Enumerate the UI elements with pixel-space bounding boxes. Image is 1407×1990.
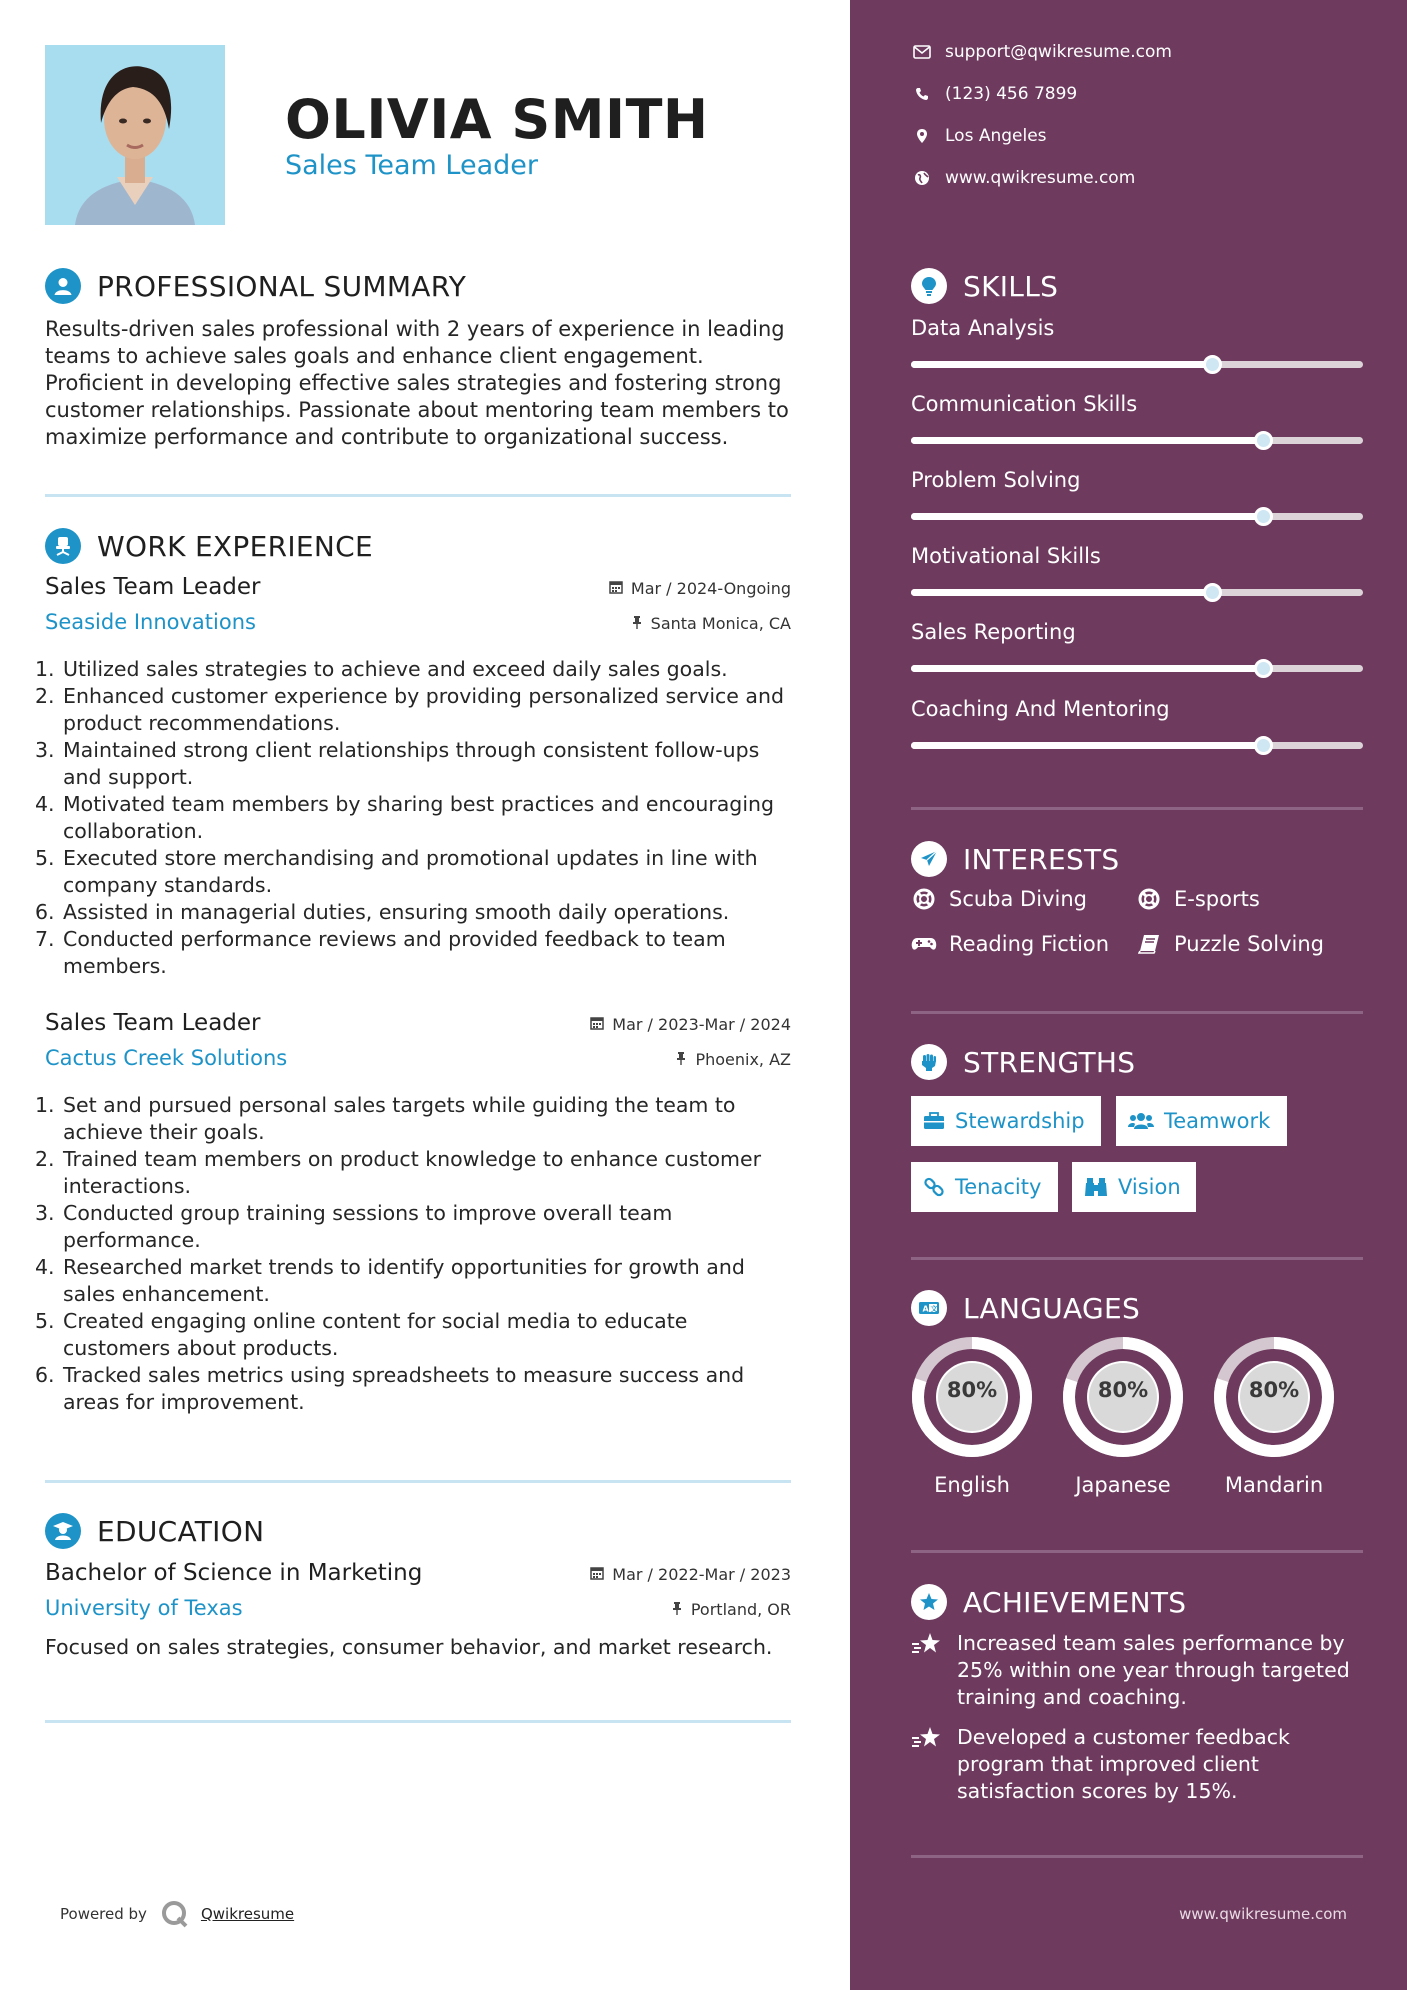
language-percent: 80% <box>946 1378 998 1402</box>
summary-heading <box>45 268 466 304</box>
office-chair-icon <box>45 528 81 564</box>
skill-item <box>911 620 1363 644</box>
language-name: Japanese <box>1075 1473 1171 1497</box>
job-entry <box>35 1010 791 1416</box>
strength-badge: Stewardship <box>911 1096 1101 1146</box>
strength-badge: Tenacity <box>911 1162 1058 1212</box>
list-item: 4. Researched market trends to identify opportunities for growth and sales enhancement. <box>35 1255 745 1306</box>
lifebuoy-icon <box>1136 888 1162 910</box>
skill-name: Coaching And Mentoring <box>911 697 1170 721</box>
strengths-heading <box>911 1044 1135 1080</box>
skill-bar <box>911 513 1363 520</box>
languages-title: LANGUAGES <box>963 1291 1141 1325</box>
list-item: 5. Created engaging online content for social media to educate customers about products. <box>35 1309 688 1360</box>
skill-level-handle <box>1254 736 1273 755</box>
skills-heading <box>911 268 1058 304</box>
experience-title: WORK EXPERIENCE <box>97 529 373 563</box>
list-item: 6. Tracked sales metrics using spreadsheets to measure success and areas for improvement. <box>35 1363 745 1414</box>
list-item: 1. Set and pursued personal sales targets while guiding the team to achieve their goals. <box>35 1093 736 1144</box>
link-icon <box>923 1176 945 1198</box>
strength-badge: Vision <box>1072 1162 1196 1212</box>
education-location: Portland, OR <box>671 1600 791 1619</box>
list-item: 6. Assisted in managerial duties, ensuring smooth daily operations. <box>35 900 730 924</box>
pin-icon <box>675 1050 687 1069</box>
users-icon <box>1128 1112 1154 1130</box>
summary-text: Results-driven sales professional with 2 years of experience in leading teams to achieve sales goals and enhance client engagement. Proficient in developing effective sales strategies and fostering strong customer relationships. Passionate about mentoring team members to maximize performance and contribute to organizational success. <box>45 317 789 449</box>
skill-item <box>911 468 1363 492</box>
skill-name: Communication Skills <box>911 392 1138 416</box>
job-company: Cactus Creek Solutions <box>45 1046 288 1070</box>
job-location: Santa Monica, CA <box>631 614 791 633</box>
lifebuoy-icon <box>911 888 937 910</box>
list-item: 2. Enhanced customer experience by providing personalized service and product recommendations. <box>35 684 784 735</box>
job-bullets <box>35 656 791 980</box>
list-item: 3. Maintained strong client relationships through consistent follow-ups and support. <box>35 738 760 789</box>
calendar-icon <box>590 1015 604 1034</box>
interests-heading <box>911 841 1120 877</box>
calendar-icon <box>590 1565 604 1584</box>
translate-icon <box>911 1290 947 1326</box>
achievement-item: Developed a customer feedback program that improved client satisfaction scores by 15%. <box>911 1724 1371 1805</box>
binoculars-icon <box>1084 1177 1108 1197</box>
contact-phone[interactable]: (123) 456 7899 <box>911 84 1077 104</box>
section-divider <box>911 807 1363 810</box>
list-item: 3. Conducted group training sessions to improve overall team performance. <box>35 1201 673 1252</box>
skill-bar <box>911 437 1363 444</box>
education-entry <box>45 1560 791 1661</box>
section-divider <box>45 494 791 497</box>
briefcase-icon <box>923 1112 945 1130</box>
skill-name: Motivational Skills <box>911 544 1101 568</box>
languages-heading <box>911 1290 1140 1326</box>
book-icon <box>1136 934 1162 954</box>
section-divider <box>45 1480 791 1483</box>
language-item <box>910 1335 1034 1497</box>
skill-bar <box>911 665 1363 672</box>
job-title: Sales Team Leader <box>45 574 261 600</box>
strengths-title: STRENGTHS <box>963 1045 1136 1079</box>
gamepad-icon <box>911 936 937 952</box>
section-divider <box>911 1011 1363 1014</box>
language-item <box>1212 1335 1336 1497</box>
skill-name: Sales Reporting <box>911 620 1076 644</box>
candidate-name: OLIVIA SMITH <box>285 88 709 151</box>
skill-item <box>911 697 1363 721</box>
skill-item <box>911 316 1363 340</box>
envelope-icon <box>911 45 933 59</box>
skill-level-handle <box>1203 583 1222 602</box>
skill-level-handle <box>1254 659 1273 678</box>
language-item <box>1061 1335 1185 1497</box>
job-entry <box>35 574 791 980</box>
shooting-star-icon <box>911 1724 943 1805</box>
powered-by: Powered by Qwikresume <box>60 1900 294 1928</box>
job-date: Mar / 2024-Ongoing <box>609 579 791 598</box>
qwikresume-logo-icon <box>161 1900 189 1928</box>
strength-badge: Teamwork <box>1116 1096 1287 1146</box>
language-name: Mandarin <box>1224 1473 1324 1497</box>
list-item: 7. Conducted performance reviews and provided feedback to team members. <box>35 927 726 978</box>
skill-item <box>911 544 1363 568</box>
skill-bar <box>911 742 1363 749</box>
skill-level-handle <box>1254 431 1273 450</box>
interest-item: Puzzle Solving <box>1136 932 1324 956</box>
list-item: 5. Executed store merchandising and promotional updates in line with company standards. <box>35 846 758 897</box>
graduation-cap-icon <box>45 1513 81 1549</box>
education-heading <box>45 1513 264 1549</box>
language-percent: 80% <box>1097 1378 1149 1402</box>
job-date: Mar / 2023-Mar / 2024 <box>590 1015 791 1034</box>
lightbulb-icon <box>911 268 947 304</box>
interests-title: INTERESTS <box>963 842 1120 876</box>
skill-bar <box>911 589 1363 596</box>
contact-website[interactable]: www.qwikresume.com <box>911 168 1135 188</box>
skills-title: SKILLS <box>963 269 1059 303</box>
job-company: Seaside Innovations <box>45 610 256 634</box>
map-pin-icon <box>911 128 933 144</box>
list-item: 1. Utilized sales strategies to achieve and exceed daily sales goals. <box>35 657 728 681</box>
sidebar <box>850 0 1407 1990</box>
skill-item <box>911 392 1363 416</box>
job-location: Phoenix, AZ <box>675 1050 791 1069</box>
achievements-title: ACHIEVEMENTS <box>963 1585 1187 1619</box>
pin-icon <box>671 1600 683 1619</box>
calendar-icon <box>609 579 623 598</box>
candidate-role: Sales Team Leader <box>285 150 538 181</box>
language-name: English <box>934 1473 1010 1497</box>
shooting-star-icon <box>911 1630 943 1711</box>
job-title: Sales Team Leader <box>45 1010 261 1036</box>
user-icon <box>45 268 81 304</box>
raised-fist-icon <box>911 1044 947 1080</box>
achievement-item: Increased team sales performance by 25% within one year through targeted training and coaching. <box>911 1630 1371 1711</box>
section-divider <box>911 1855 1363 1858</box>
qwikresume-link[interactable]: Qwikresume <box>200 1905 295 1923</box>
section-divider <box>911 1257 1363 1260</box>
section-divider <box>911 1550 1363 1553</box>
list-item: 2. Trained team members on product knowledge to enhance customer interactions. <box>35 1147 762 1198</box>
list-item: 4. Motivated team members by sharing best practices and encouraging collaboration. <box>35 792 775 843</box>
contact-email[interactable]: support@qwikresume.com <box>911 42 1172 62</box>
phone-icon <box>911 87 933 101</box>
star-burst-icon <box>911 1584 947 1620</box>
interest-item: Scuba Diving <box>911 887 1087 911</box>
section-divider <box>45 1720 791 1723</box>
pin-icon <box>631 614 643 633</box>
interest-item: E-sports <box>1136 887 1260 911</box>
interest-item: Reading Fiction <box>911 932 1109 956</box>
contact-location: Los Angeles <box>911 126 1047 146</box>
education-date: Mar / 2022-Mar / 2023 <box>590 1565 791 1584</box>
paper-plane-icon <box>911 841 947 877</box>
language-percent: 80% <box>1248 1378 1300 1402</box>
education-title: EDUCATION <box>97 1514 265 1548</box>
skill-name: Problem Solving <box>911 468 1081 492</box>
experience-heading <box>45 528 373 564</box>
skill-level-handle <box>1254 507 1273 526</box>
skill-level-handle <box>1203 355 1222 374</box>
education-description: Focused on sales strategies, consumer behavior, and market research. <box>45 1635 773 1659</box>
svg-text:A: A <box>922 1304 929 1314</box>
svg-text:文: 文 <box>930 1305 938 1313</box>
achievements-heading <box>911 1584 1186 1620</box>
profile-photo <box>45 45 225 225</box>
school-name: University of Texas <box>45 1596 243 1620</box>
job-bullets <box>35 1092 791 1416</box>
skill-bar <box>911 361 1363 368</box>
skill-name: Data Analysis <box>911 316 1055 340</box>
degree-title: Bachelor of Science in Marketing <box>45 1560 423 1586</box>
summary-title: PROFESSIONAL SUMMARY <box>97 269 467 303</box>
globe-icon <box>911 170 933 186</box>
footer-website[interactable]: www.qwikresume.com <box>1179 1905 1347 1923</box>
